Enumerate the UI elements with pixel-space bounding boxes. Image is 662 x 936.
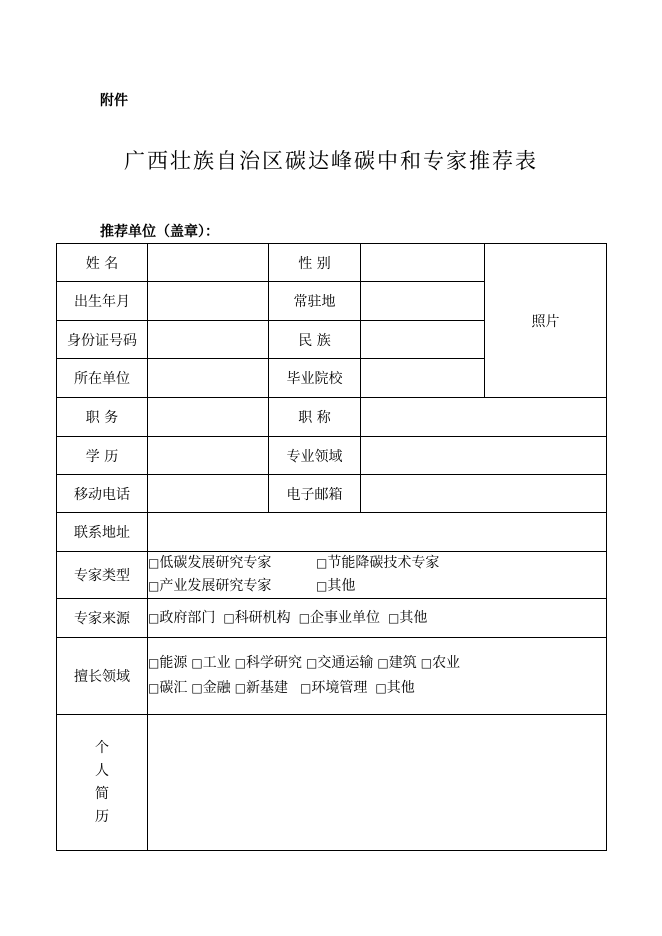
- education-field[interactable]: [148, 437, 269, 475]
- specialty-label: 专业领域: [269, 437, 361, 475]
- resume-label: [57, 715, 148, 851]
- school-label: 毕业院校: [269, 359, 361, 398]
- checkbox-icon: □: [191, 681, 203, 695]
- checkbox-icon: □: [377, 656, 389, 670]
- checkbox-icon: □: [316, 579, 328, 593]
- checkbox-icon: □: [420, 656, 433, 670]
- address-label: 联系地址: [57, 513, 148, 552]
- checkbox-icon: □: [148, 579, 160, 593]
- employer-label: 所在单位: [57, 359, 148, 398]
- employer-field[interactable]: [148, 359, 269, 398]
- source-label: 专家来源: [57, 599, 148, 638]
- checkbox-icon: □: [234, 656, 247, 670]
- checkbox-icon: □: [148, 556, 160, 570]
- gender-field[interactable]: [361, 244, 485, 282]
- expertise-row1: [148, 651, 606, 676]
- checkbox-icon: □: [234, 681, 247, 695]
- checkbox-option[interactable]: □碳汇: [148, 680, 188, 696]
- checkbox-option[interactable]: □产业发展研究专家: [148, 578, 272, 594]
- expert-type-row2: [148, 575, 606, 598]
- checkbox-option[interactable]: □新基建: [234, 680, 289, 696]
- residence-label: 常驻地: [269, 282, 361, 321]
- recommendation-form-table: [56, 243, 607, 851]
- checkbox-icon: □: [375, 681, 387, 695]
- email-field[interactable]: [361, 475, 607, 513]
- expert-type-options: [148, 552, 607, 599]
- checkbox-option[interactable]: □企事业单位: [298, 609, 381, 626]
- checkbox-option[interactable]: □建筑: [377, 655, 417, 671]
- school-field[interactable]: [361, 359, 485, 398]
- checkbox-option[interactable]: □节能降碳技术专家: [316, 555, 440, 571]
- checkbox-option[interactable]: □科学研究: [234, 655, 303, 671]
- checkbox-icon: □: [388, 610, 400, 625]
- checkbox-option[interactable]: □其他: [316, 578, 356, 594]
- specialty-field[interactable]: [361, 437, 607, 475]
- name-field[interactable]: [148, 244, 269, 282]
- checkbox-option[interactable]: □科研机构: [223, 609, 291, 626]
- checkbox-icon: □: [223, 610, 235, 625]
- recommending-unit-label: 推荐单位（盖章）：: [100, 224, 219, 240]
- education-label: 学 历: [57, 437, 148, 475]
- id-number-field[interactable]: [148, 321, 269, 359]
- checkbox-option[interactable]: □其他: [388, 609, 428, 626]
- checkbox-icon: □: [306, 656, 318, 670]
- checkbox-option[interactable]: □政府部门: [148, 609, 216, 626]
- residence-field[interactable]: [361, 282, 485, 321]
- checkbox-icon: □: [191, 656, 203, 670]
- ethnicity-field[interactable]: [361, 321, 485, 359]
- resume-field[interactable]: [148, 715, 607, 851]
- checkbox-icon: □: [300, 681, 312, 695]
- resume-label-vertical: 个 人 简 历: [95, 739, 109, 825]
- address-field[interactable]: [148, 513, 607, 552]
- ethnicity-label: 民 族: [269, 321, 361, 359]
- photo-label: 照片: [531, 313, 560, 330]
- email-label: 电子邮箱: [269, 475, 361, 513]
- checkbox-icon: □: [298, 610, 311, 625]
- expert-type-row1: [148, 552, 606, 575]
- position-label: 职 务: [57, 398, 148, 437]
- title-rank-field[interactable]: [361, 398, 607, 437]
- checkbox-option[interactable]: □环境管理: [300, 680, 368, 696]
- expertise-label: 擅长领域: [57, 638, 148, 715]
- attachment-label: 附件: [100, 93, 128, 109]
- checkbox-option[interactable]: □金融: [191, 680, 231, 696]
- checkbox-option[interactable]: □低碳发展研究专家: [148, 555, 272, 571]
- checkbox-option[interactable]: □能源: [148, 655, 188, 671]
- source-options: [148, 599, 607, 638]
- birth-label: 出生年月: [57, 282, 148, 321]
- mobile-label: 移动电话: [57, 475, 148, 513]
- checkbox-icon: □: [148, 656, 160, 670]
- checkbox-option[interactable]: □工业: [191, 655, 231, 671]
- expertise-options: [148, 638, 607, 715]
- id-number-label: 身份证号码: [57, 321, 148, 359]
- checkbox-icon: □: [148, 681, 160, 695]
- checkbox-option[interactable]: □交通运输: [306, 655, 374, 671]
- checkbox-icon: □: [316, 556, 328, 570]
- title-rank-label: 职 称: [269, 398, 361, 437]
- checkbox-icon: □: [148, 610, 160, 625]
- form-title: 广西壮族自治区碳达峰碳中和专家推荐表: [124, 149, 538, 173]
- checkbox-option[interactable]: □其他: [375, 680, 415, 696]
- expert-type-label: 专家类型: [57, 552, 148, 599]
- birth-field[interactable]: [148, 282, 269, 321]
- position-field[interactable]: [148, 398, 269, 437]
- mobile-field[interactable]: [148, 475, 269, 513]
- expertise-row2: [148, 676, 606, 701]
- checkbox-option[interactable]: □农业: [420, 655, 461, 671]
- photo-box[interactable]: [485, 244, 607, 398]
- gender-label: 性 别: [269, 244, 361, 282]
- name-label: 姓 名: [57, 244, 148, 282]
